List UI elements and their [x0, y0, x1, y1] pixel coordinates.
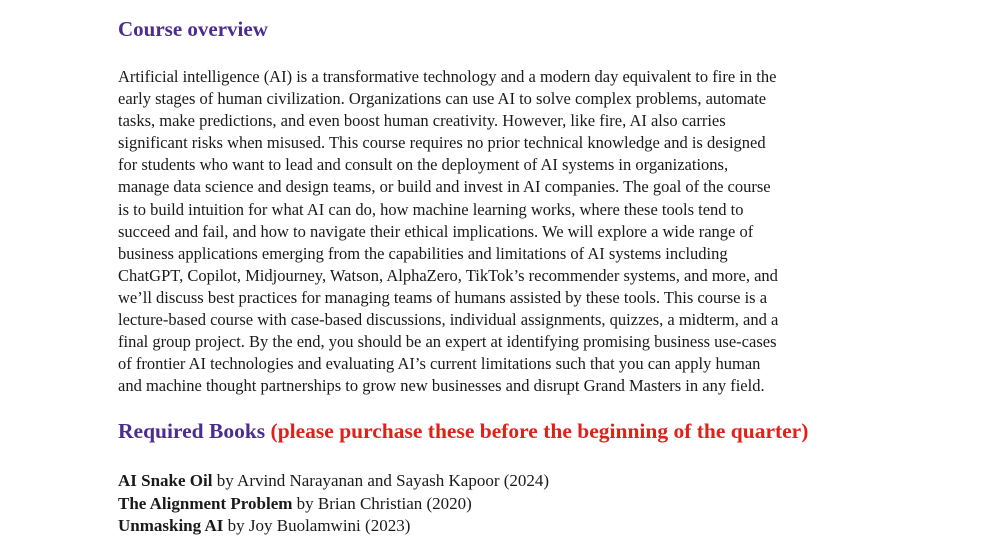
course-overview-heading: Course overview — [118, 17, 268, 41]
overview-line: ChatGPT, Copilot, Midjourney, Watson, AlphaZero, TikTok’s recommender systems, and more, and — [118, 265, 778, 285]
book-author: by Arvind Narayanan and Sayash Kapoor (2024) — [212, 471, 550, 490]
overview-line: of frontier AI technologies and evaluating AI’s current limitations such that you can apply human — [118, 354, 761, 374]
overview-line: for students who want to lead and consult on the deployment of AI systems in organizations, — [118, 155, 729, 175]
overview-line: tasks, make predictions, and even boost human creativity. However, like fire, AI also carries — [118, 111, 726, 131]
book-item — [118, 515, 549, 538]
book-title: Unmasking AI — [118, 516, 224, 535]
overview-line: final group project. By the end, you should be an expert at identifying promising business use-cases — [118, 332, 777, 352]
overview-line: succeed and fail, and how to navigate their ethical implications. We will explore a wide range of — [118, 221, 754, 241]
overview-line: business applications emerging from the capabilities and limitations of AI systems including — [118, 243, 728, 263]
course-overview-paragraph — [118, 66, 888, 397]
purchase-note: (please purchase these before the beginning of the quarter) — [270, 419, 809, 443]
book-item — [118, 493, 549, 516]
book-title: AI Snake Oil — [118, 471, 213, 490]
overview-line: is to build intuition for what AI can do, how machine learning works, where these tools tend to — [118, 199, 744, 219]
book-author: by Brian Christian (2020) — [292, 493, 472, 513]
overview-line: significant risks when misused. This course requires no prior technical knowledge and is designed — [118, 133, 766, 153]
overview-line: lecture-based course with case-based discussions, individual assignments, quizzes, a midterm, and a — [118, 310, 779, 330]
required-books-title: Required Books — [118, 419, 266, 443]
book-author: by Joy Buolamwini (2023) — [223, 516, 411, 535]
overview-line: manage data science and design teams, or build and invest in AI companies. The goal of the course — [118, 177, 771, 197]
book-list — [118, 470, 549, 538]
book-item — [118, 470, 549, 493]
overview-line: and machine thought partnerships to grow new businesses and disrupt Grand Masters in any field. — [118, 376, 765, 396]
required-books-heading — [118, 419, 808, 444]
book-title: The Alignment Problem — [118, 493, 293, 513]
overview-line: we’ll discuss best practices for managing teams of humans assisted by these tools. This course is a — [118, 287, 768, 307]
overview-line: early stages of human civilization. Organizations can use AI to solve complex problems, automate — [118, 89, 767, 109]
overview-line: Artificial intelligence (AI) is a transformative technology and a modern day equivalent to fire in the — [118, 67, 777, 86]
